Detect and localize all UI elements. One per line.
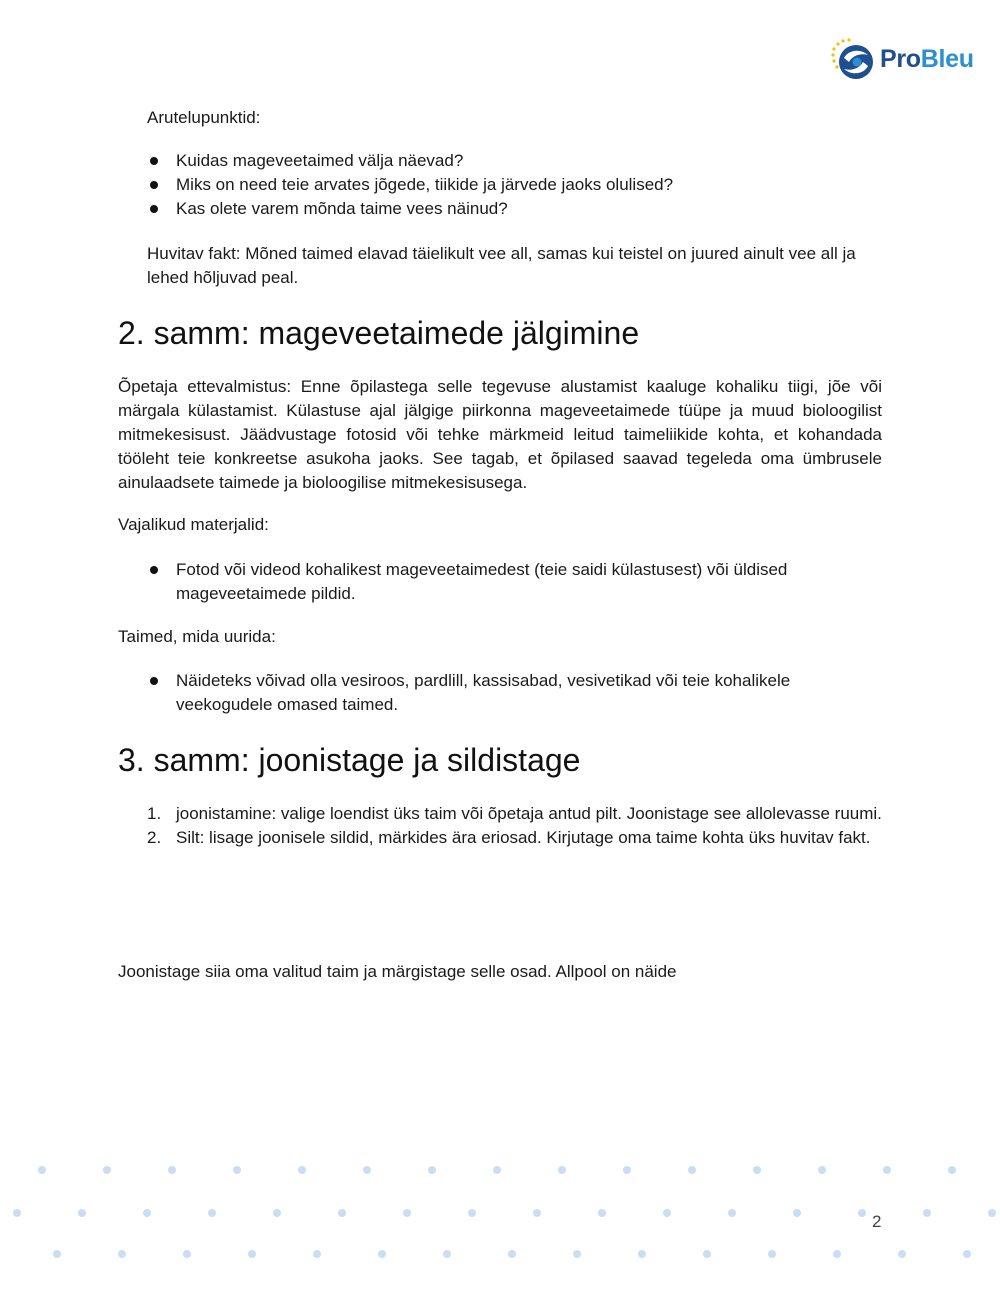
decorative-dot — [923, 1209, 931, 1217]
decorative-dot — [623, 1166, 631, 1174]
decorative-dot — [818, 1166, 826, 1174]
decorative-dot — [793, 1209, 801, 1217]
decorative-dot — [78, 1209, 86, 1217]
decorative-dot — [403, 1209, 411, 1217]
decorative-dot — [363, 1166, 371, 1174]
decorative-dot — [508, 1250, 516, 1258]
decorative-dot — [598, 1209, 606, 1217]
list-number: 1. — [147, 804, 162, 823]
materials-list — [147, 558, 847, 606]
decorative-dot — [118, 1250, 126, 1258]
list-item — [147, 802, 882, 826]
logo-pro-text: Pro — [880, 45, 921, 73]
fun-fact-paragraph: Huvitav fakt: Mõned taimed elavad täielikult vee all, samas kui teistel on juured ainult vee all ja lehed hõljuvad peal. — [147, 244, 856, 287]
decorative-dot — [378, 1250, 386, 1258]
decorative-dot — [183, 1250, 191, 1258]
decorative-dot — [558, 1166, 566, 1174]
decorative-dot — [493, 1166, 501, 1174]
decorative-dot — [768, 1250, 776, 1258]
decorative-dot — [313, 1250, 321, 1258]
step3-heading: 3. samm: joonistage ja sildistage — [118, 742, 581, 778]
decorative-dot — [468, 1209, 476, 1217]
decorative-dot — [103, 1166, 111, 1174]
decorative-dot — [13, 1209, 21, 1217]
step2-heading: 2. samm: mageveetaimede jälgimine — [118, 315, 640, 351]
page-number: 2 — [872, 1212, 882, 1231]
decorative-dot — [688, 1166, 696, 1174]
list-item: Kas olete varem mõnda taime vees näinud? — [147, 197, 867, 221]
plants-label: Taimed, mida uurida: — [118, 627, 276, 646]
logo-bleu-text: Bleu — [920, 45, 974, 73]
decorative-dot — [988, 1209, 996, 1217]
decorative-dot — [53, 1250, 61, 1258]
decorative-dot — [963, 1250, 971, 1258]
list-item: Fotod või videod kohalikest mageveetaimedest (teie saidi külastusest) või üldised mageveetaimede pildid. — [147, 558, 847, 606]
decorative-dot — [858, 1209, 866, 1217]
decorative-dot — [638, 1250, 646, 1258]
decorative-dot — [883, 1166, 891, 1174]
decorative-dot — [338, 1209, 346, 1217]
decorative-dot — [143, 1209, 151, 1217]
decorative-dot — [703, 1250, 711, 1258]
decorative-dot — [833, 1250, 841, 1258]
decorative-dot — [663, 1209, 671, 1217]
list-item — [147, 826, 882, 850]
plants-list — [147, 669, 847, 717]
discussion-heading: Arutelupunktid: — [147, 108, 261, 127]
list-item: Miks on need teie arvates jõgede, tiikide ja järvede jaoks olulised? — [147, 173, 867, 197]
decorative-dot — [233, 1166, 241, 1174]
decorative-dot — [533, 1209, 541, 1217]
decorative-dot — [273, 1209, 281, 1217]
decorative-dot — [248, 1250, 256, 1258]
list-item: Kuidas mageveetaimed välja näevad? — [147, 149, 867, 173]
decorative-dot — [428, 1166, 436, 1174]
decorative-dot — [753, 1166, 761, 1174]
list-text: Silt: lisage joonisele sildid, märkides ära eriosad. Kirjutage oma taime kohta üks huvitav fakt. — [176, 828, 871, 847]
discussion-list — [147, 149, 867, 221]
decorative-dot — [298, 1166, 306, 1174]
decorative-dot — [208, 1209, 216, 1217]
materials-label: Vajalikud materjalid: — [118, 515, 269, 534]
step3-list — [147, 802, 882, 850]
decorative-dot — [898, 1250, 906, 1258]
decorative-dot — [443, 1250, 451, 1258]
probleu-logo — [830, 38, 980, 82]
decorative-dot — [168, 1166, 176, 1174]
list-item: Näideteks võivad olla vesiroos, pardlill, kassisabad, vesivetikad või teie kohalikele veekogudele omased taimed. — [147, 669, 847, 717]
probleu-emblem-icon — [830, 38, 876, 82]
decorative-dot — [38, 1166, 46, 1174]
decorative-dot — [728, 1209, 736, 1217]
logo-wordmark — [880, 45, 974, 74]
decorative-dot — [573, 1250, 581, 1258]
list-text: joonistamine: valige loendist üks taim või õpetaja antud pilt. Joonistage see allolevasse ruumi. — [176, 804, 882, 823]
decorative-dot-pattern — [0, 1150, 1000, 1270]
list-number: 2. — [147, 828, 162, 847]
decorative-dot — [948, 1166, 956, 1174]
drawing-instruction: Joonistage siia oma valitud taim ja märgistage selle osad. Allpool on näide — [118, 962, 677, 981]
teacher-prep-paragraph: Õpetaja ettevalmistus: Enne õpilastega selle tegevuse alustamist kaaluge kohaliku tiigi, jõe või märgala külastamist. Külastuse ajal jälgige piirkonna mageveetaimede tüüpe ja muud bioloogilist mitmekesisust. Jäädvustage fotosid või tehke märkmeid leitud taimeliikide kohta, et kohandada tööleht teie konkreetse asukoha jaoks. See tagab, et õpilased saavad tegeleda oma ümbrusele ainulaadsete taimede ja bioloogilise mitmekesisusega. — [118, 377, 882, 492]
